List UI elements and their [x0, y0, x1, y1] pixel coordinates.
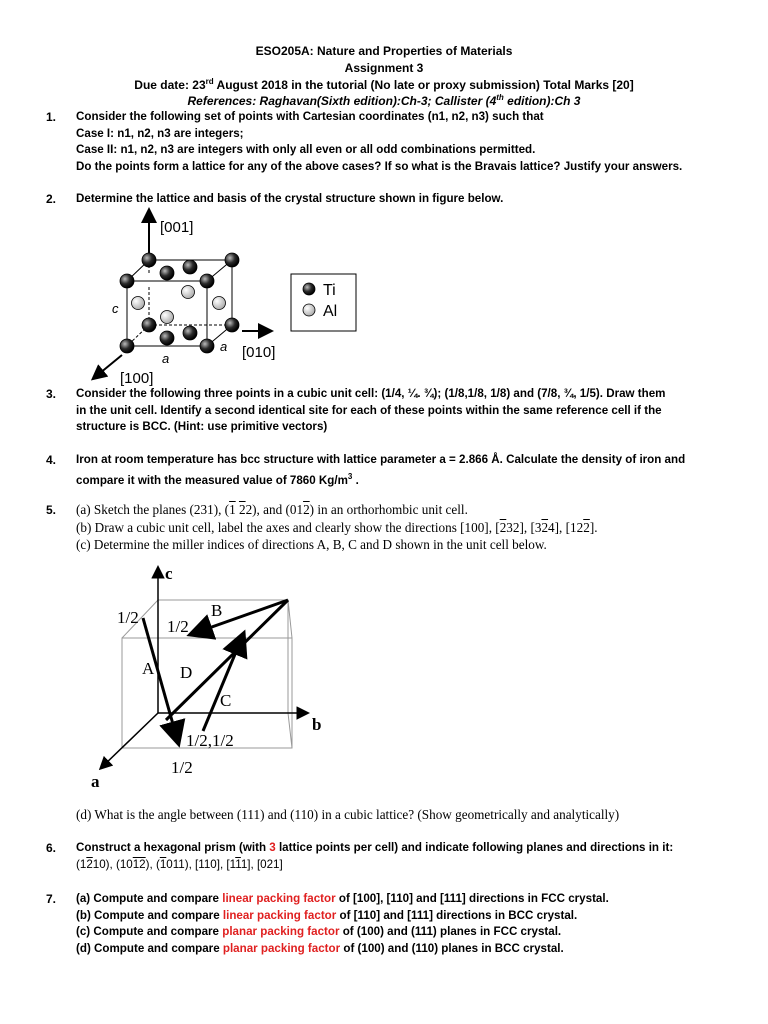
- ti-atom: [142, 318, 156, 332]
- q6-bar3: 1: [159, 857, 167, 871]
- assignment-number: Assignment 3: [344, 61, 424, 75]
- q4-number: 4.: [46, 453, 57, 467]
- q7-text: [76, 891, 736, 957]
- q6-seg3: ), (: [145, 857, 160, 871]
- q1-number: 1.: [46, 110, 57, 124]
- q5b-seg3: 4], [12: [548, 520, 584, 535]
- q7c-post: of (100) and (111) planes in FCC crystal.: [339, 925, 562, 938]
- ref-part-b: edition):Ch 3: [503, 94, 581, 108]
- q7b-term: linear packing factor: [222, 908, 337, 922]
- label-001: [001]: [160, 219, 194, 236]
- ti-atom: [160, 266, 174, 280]
- q4-line-2: [76, 469, 736, 489]
- label-100: [100]: [120, 370, 154, 387]
- label-half-bottom-pair: 1/2,1/2: [186, 731, 234, 750]
- vector-B: [192, 600, 288, 634]
- ref-part-a: References: Raghavan(Sixth edition):Ch-3; Callister (4: [187, 94, 497, 108]
- due-superscript: rd: [205, 77, 214, 86]
- crystal-structure-figure: [80, 205, 380, 390]
- q1-text: [76, 109, 736, 175]
- q4-text: [76, 452, 736, 489]
- q7d-post: of (100) and (110) planes in BCC crystal.: [340, 941, 564, 955]
- q1-line-2: Case I: n1, n2, n3 are integers;: [76, 126, 244, 140]
- label-a-front: a: [162, 351, 170, 366]
- q6-text: [76, 840, 736, 873]
- q7a-term: linear packing factor: [222, 892, 336, 905]
- label-half-top: 1/2: [167, 617, 189, 636]
- q4-line-1: Iron at room temperature has bcc structure with lattice parameter a = 2.866 Å. Calculate the density of iron and: [76, 453, 686, 466]
- label-a-side: a: [220, 339, 228, 354]
- course-title: ESO205A: Nature and Properties of Materials: [255, 44, 513, 58]
- q5-part-d: (d) What is the angle between (111) and (110) in a cubic lattice? (Show geometrically and analytically): [76, 807, 620, 822]
- q6-number: 6.: [46, 841, 57, 855]
- label-C: C: [220, 691, 232, 710]
- arrow-100: [94, 355, 122, 378]
- due-date-line: [0, 77, 768, 92]
- ti-atom: [200, 274, 214, 288]
- legend: [291, 274, 356, 331]
- q7c-pre: (c) Compute and compare: [76, 925, 223, 938]
- q6-line-1: [76, 840, 736, 857]
- q3-line-3: structure is BCC. (Hint: use primitive vectors): [76, 420, 328, 433]
- axis-b-label: b: [312, 715, 322, 734]
- axis-c-label: c: [165, 564, 173, 583]
- q5b-seg4: ].: [589, 520, 598, 535]
- q7-part-a: [76, 891, 736, 908]
- label-half-bottom: 1/2: [171, 758, 193, 777]
- q7d-pre: (d) Compute and compare: [76, 941, 223, 955]
- q5b-bar1: 2: [499, 520, 507, 535]
- q5b-bar3: 2: [583, 520, 590, 535]
- ti-atom: [183, 326, 197, 340]
- label-c: c: [112, 301, 119, 316]
- q5-number: 5.: [46, 503, 57, 517]
- label-D: D: [180, 663, 193, 682]
- legend-ti-marker: [303, 283, 315, 295]
- al-atom: [132, 297, 145, 310]
- label-010: [010]: [242, 344, 276, 361]
- q3-text: [76, 386, 736, 436]
- q6-seg4: 011), [110], [1: [166, 857, 236, 871]
- q7c-term: planar packing factor: [222, 925, 340, 938]
- due-prefix: Due date: 23: [134, 78, 206, 92]
- q6-seg2: 10), (10: [92, 857, 133, 871]
- q5b-seg2: 32], [3: [506, 520, 542, 535]
- q7-part-c: [76, 924, 736, 941]
- al-atom: [213, 297, 226, 310]
- legend-al-label: Al: [323, 303, 338, 320]
- q5a-seg3: 2), and (01: [245, 502, 304, 517]
- axis-a-label: a: [91, 772, 100, 791]
- q5b-seg1: (b) Draw a cubic unit cell, label the axes and clearly show the directions [100], [: [76, 520, 500, 535]
- legend-ti-label: Ti: [323, 282, 336, 299]
- q2-number: 2.: [46, 192, 57, 206]
- directions-figure: [85, 560, 345, 790]
- q6-line-1a: Construct a hexagonal prism (with: [76, 841, 270, 854]
- q4-superscript: 3: [347, 471, 353, 481]
- q5-part-a: [76, 501, 736, 519]
- q5a-bar1: 1: [229, 502, 236, 517]
- q7d-term: planar packing factor: [222, 941, 341, 955]
- label-half-top-left: 1/2: [117, 608, 139, 627]
- axis-a-arrow: [101, 713, 158, 768]
- q6-bar4: 1: [235, 857, 241, 871]
- ti-atom: [225, 253, 239, 267]
- ti-atom: [160, 331, 174, 345]
- due-rest: August 2018 in the tutorial (No late or proxy submission) Total Marks [20]: [213, 78, 634, 92]
- ti-atom: [183, 260, 197, 274]
- ti-atom: [142, 253, 156, 267]
- ti-atom: [225, 318, 239, 332]
- al-atom: [182, 286, 195, 299]
- ti-atom: [120, 274, 134, 288]
- q7-part-d: [76, 941, 736, 958]
- q7-part-b: [76, 908, 736, 925]
- q7a-pre: (a) Compute and compare: [76, 892, 223, 905]
- q6-line-2: [76, 857, 736, 874]
- al-atom: [161, 311, 174, 324]
- ti-atom: [120, 339, 134, 353]
- q5a-seg1: (a) Sketch the planes (231), (: [76, 502, 230, 517]
- q4-line-2a: compare it with the measured value of 7860 Kg/m: [76, 473, 348, 487]
- q7b-post: of [110] and [111] directions in BCC crystal.: [336, 908, 578, 922]
- ti-atom: [200, 339, 214, 353]
- q4-line-2b: .: [352, 473, 359, 487]
- q6-seg5: 1], [021]: [240, 857, 283, 871]
- label-A: A: [142, 659, 155, 678]
- q7b-pre: (b) Compute and compare: [76, 908, 223, 922]
- q1-line-4: Do the points form a lattice for any of the above cases? If so what is the Bravais lattice? Justify your answers.: [76, 159, 683, 173]
- q3-line-2: in the unit cell. Identify a second identical site for each of these points within the same reference cell if the: [76, 403, 662, 417]
- q6-seg1: (1: [76, 857, 87, 871]
- q2-text: Determine the lattice and basis of the crystal structure shown in figure below.: [76, 192, 504, 205]
- q5-part-c: (c) Determine the miller indices of directions A, B, C and D shown in the unit cell below.: [76, 537, 547, 552]
- atoms: [120, 253, 239, 353]
- q1-line-3: Case II: n1, n2, n3 are integers with only all even or all odd combinations permitted.: [76, 143, 536, 156]
- legend-al-marker: [303, 304, 315, 316]
- q5a-seg4: ) in an orthorhombic unit cell.: [309, 502, 468, 517]
- q5a-bar3: 2: [303, 502, 310, 517]
- q7-number: 7.: [46, 892, 57, 906]
- label-B: B: [211, 601, 223, 620]
- references-line: [0, 93, 768, 108]
- q6-lattice-points: 3: [269, 841, 276, 854]
- q5a-bar2: 2: [238, 502, 246, 517]
- q6-line-1b: lattice points per cell) and indicate following planes and directions in it:: [275, 841, 674, 854]
- direction-vectors: [143, 600, 288, 742]
- q3-line-1: Consider the following three points in a cubic unit cell: (1/4, ¼. ¾); (1/8,1/8, 1/8) and (7/8, ¾, 1/5). Draw them: [76, 387, 666, 400]
- q5-part-b: [76, 519, 736, 537]
- q6-bar2: 12: [132, 857, 146, 871]
- q5b-bar2: 2: [541, 520, 549, 535]
- q7a-post: of [100], [110] and [111] directions in FCC crystal.: [335, 892, 609, 905]
- ref-superscript: th: [496, 93, 504, 102]
- q1-line-1: Consider the following set of points with Cartesian coordinates (n1, n2, n3) such that: [76, 110, 544, 123]
- q6-bar1: 2: [86, 857, 93, 871]
- q3-number: 3.: [46, 387, 57, 401]
